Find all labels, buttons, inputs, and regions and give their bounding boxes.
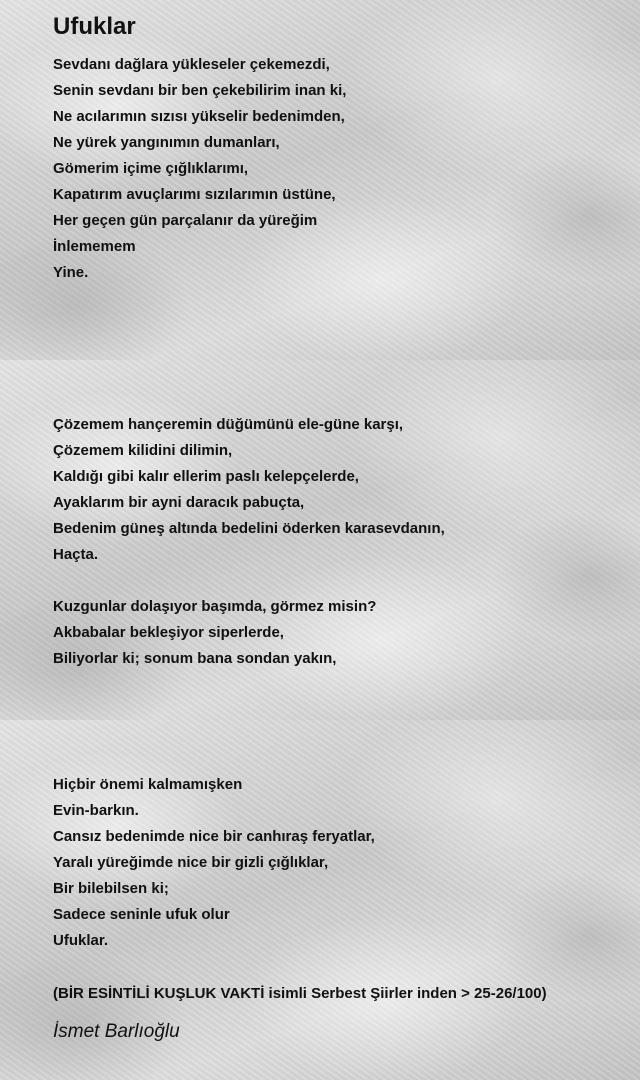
poem-line: Çözemem kilidini dilimin, — [53, 442, 233, 459]
poem-line: Sevdanı dağlara yükleseler çekemezdi, — [53, 56, 330, 73]
poem-line: Kapatırım avuçlarımı sızılarımın üstüne, — [53, 186, 336, 203]
poem-line: Ne acılarımın sızısı yükselir bedenimden, — [53, 108, 345, 125]
poem-line: İnlememem — [53, 238, 136, 255]
poem-line: Yine. — [53, 264, 89, 281]
poem-line: Ayaklarım bir ayni daracık pabuçta, — [53, 494, 305, 511]
poem-line: Yaralı yüreğimde nice bir gizli çığlıklar, — [53, 854, 329, 871]
poem-line: Kuzgunlar dolaşıyor başımda, görmez misin? — [53, 598, 377, 615]
poem-line: Sadece seninle ufuk olur — [53, 906, 230, 923]
poem-line: Biliyorlar ki; sonum bana sondan yakın, — [53, 650, 337, 667]
poem-line: Her geçen gün parçalanır da yüreğim — [53, 212, 318, 229]
background-panel-top — [0, 0, 640, 360]
poem-line: Cansız bedenimde nice bir canhıraş feryatlar, — [53, 828, 375, 845]
poem-line: Senin sevdanı bir ben çekebilirim inan ki, — [53, 82, 347, 99]
poem-line: Bir bilebilsen ki; — [53, 880, 169, 897]
poem-title: Ufuklar — [53, 13, 136, 40]
poem-line: Gömerim içime çığlıklarımı, — [53, 160, 249, 177]
poem-line: Kaldığı gibi kalır ellerim paslı kelepçelerde, — [53, 468, 359, 485]
poem-line: Bedenim güneş altında bedelini öderken karasevdanın, — [53, 520, 445, 537]
poem-line: Ne yürek yangınımın dumanları, — [53, 134, 280, 151]
poem-line: Haçta. — [53, 546, 99, 563]
poem-line: Hiçbir önemi kalmamışken — [53, 776, 243, 793]
source-note: (BİR ESİNTİLİ KUŞLUK VAKTİ isimli Serbest Şiirler inden > 25-26/100) — [53, 985, 547, 1002]
author-signature: İsmet Barlıoğlu — [53, 1021, 180, 1042]
poem-line: Çözemem hançeremin düğümünü ele-güne karşı, — [53, 416, 404, 433]
poem-line: Ufuklar. — [53, 932, 109, 949]
poem-line: Akbabalar bekleşiyor siperlerde, — [53, 624, 284, 641]
poem-line: Evin-barkın. — [53, 802, 139, 819]
